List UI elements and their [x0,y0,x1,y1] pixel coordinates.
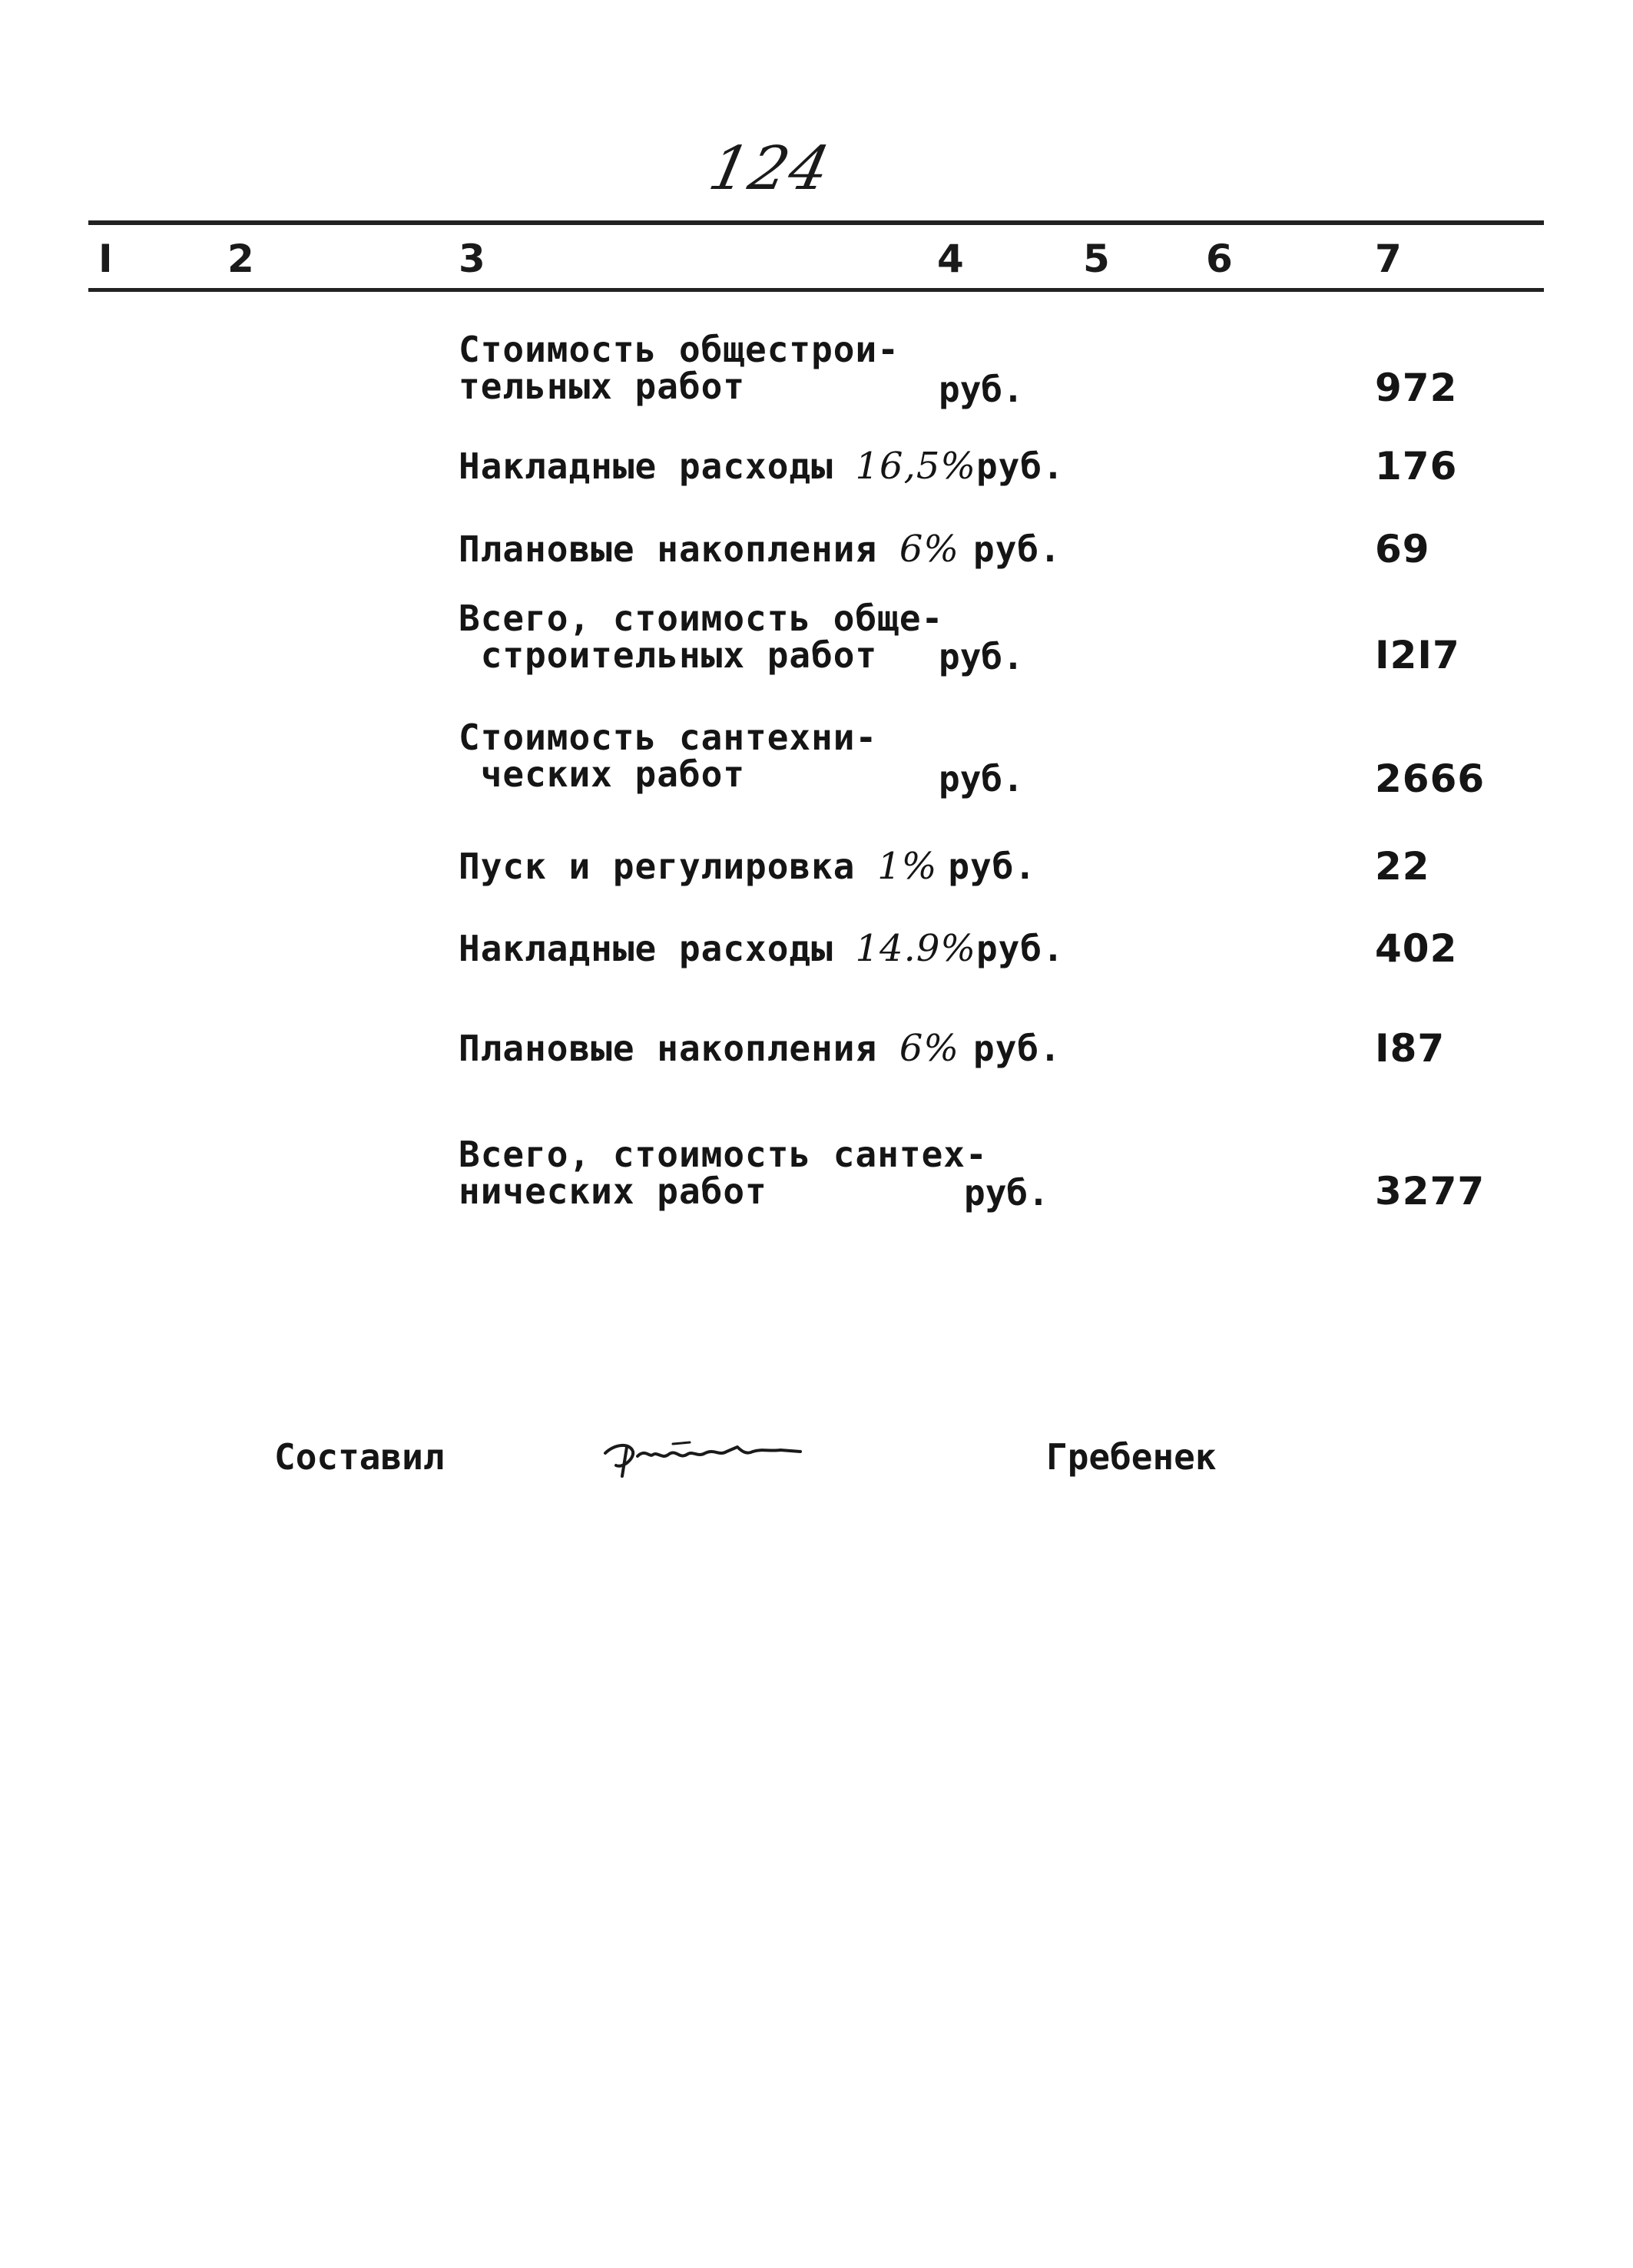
row-unit: руб. [975,445,1065,487]
row-unit: руб. [948,846,1037,887]
column-number-5: 5 [1083,237,1110,281]
row-value: I87 [1375,1026,1446,1071]
row-unit: руб. [939,636,1024,677]
table-header-top-rule [88,220,1544,225]
row-description-line2: нических работ [459,1170,767,1212]
row-unit: руб. [973,528,1062,570]
row-description-line2: тельных работ [459,366,746,407]
row-description-line1: Стоимость сантехни- [459,717,878,758]
row-value: 176 [1375,444,1458,488]
row-unit: руб. [975,928,1065,969]
row-description-line1: Всего, стоимость обще- [459,598,944,639]
row-unit: руб. [973,1028,1062,1069]
row-description: Плановые накопления [459,528,899,570]
row-description: Накладные расходы [459,928,856,969]
page-number: 124 [703,134,837,204]
row-value: I2I7 [1375,633,1460,677]
row-value: 22 [1375,844,1430,889]
row-description: Плановые накопления [459,1028,899,1069]
row-description: Пуск и регулировка [459,846,878,887]
column-number-3: 3 [459,237,485,281]
row-rate: 6% [899,528,960,571]
row-description: Накладные расходы [459,445,856,487]
row-rate: 6% [899,1027,960,1070]
row-value: 2666 [1375,757,1486,801]
column-number-7: 7 [1375,237,1402,281]
row-value: 69 [1375,527,1430,571]
row-description-line1: Всего, стоимость сантех- [459,1134,988,1175]
handwritten-signature [599,1421,814,1482]
row-unit: руб. [939,758,1024,800]
row-unit: руб. [964,1172,1049,1213]
table-header-bottom-rule [88,288,1544,292]
row-description-line1: Стоимость общестрои- [459,329,899,370]
column-number-4: 4 [937,237,964,281]
row-value: 402 [1375,926,1458,971]
row-rate: 16,5% [855,445,976,488]
compiler-name: Гребенек [1046,1436,1217,1478]
row-description-line2: строительных работ [459,634,878,676]
row-value: 3277 [1375,1169,1486,1213]
row-description-line2: ческих работ [459,753,746,795]
column-number-6: 6 [1206,237,1233,281]
row-value: 972 [1375,366,1458,410]
row-rate: 14.9% [855,927,976,970]
row-rate: 1% [877,845,938,888]
row-unit: руб. [939,369,1024,410]
column-number-1: I [98,237,113,281]
compiled-by-label: Составил [274,1436,445,1478]
column-number-2: 2 [227,237,254,281]
